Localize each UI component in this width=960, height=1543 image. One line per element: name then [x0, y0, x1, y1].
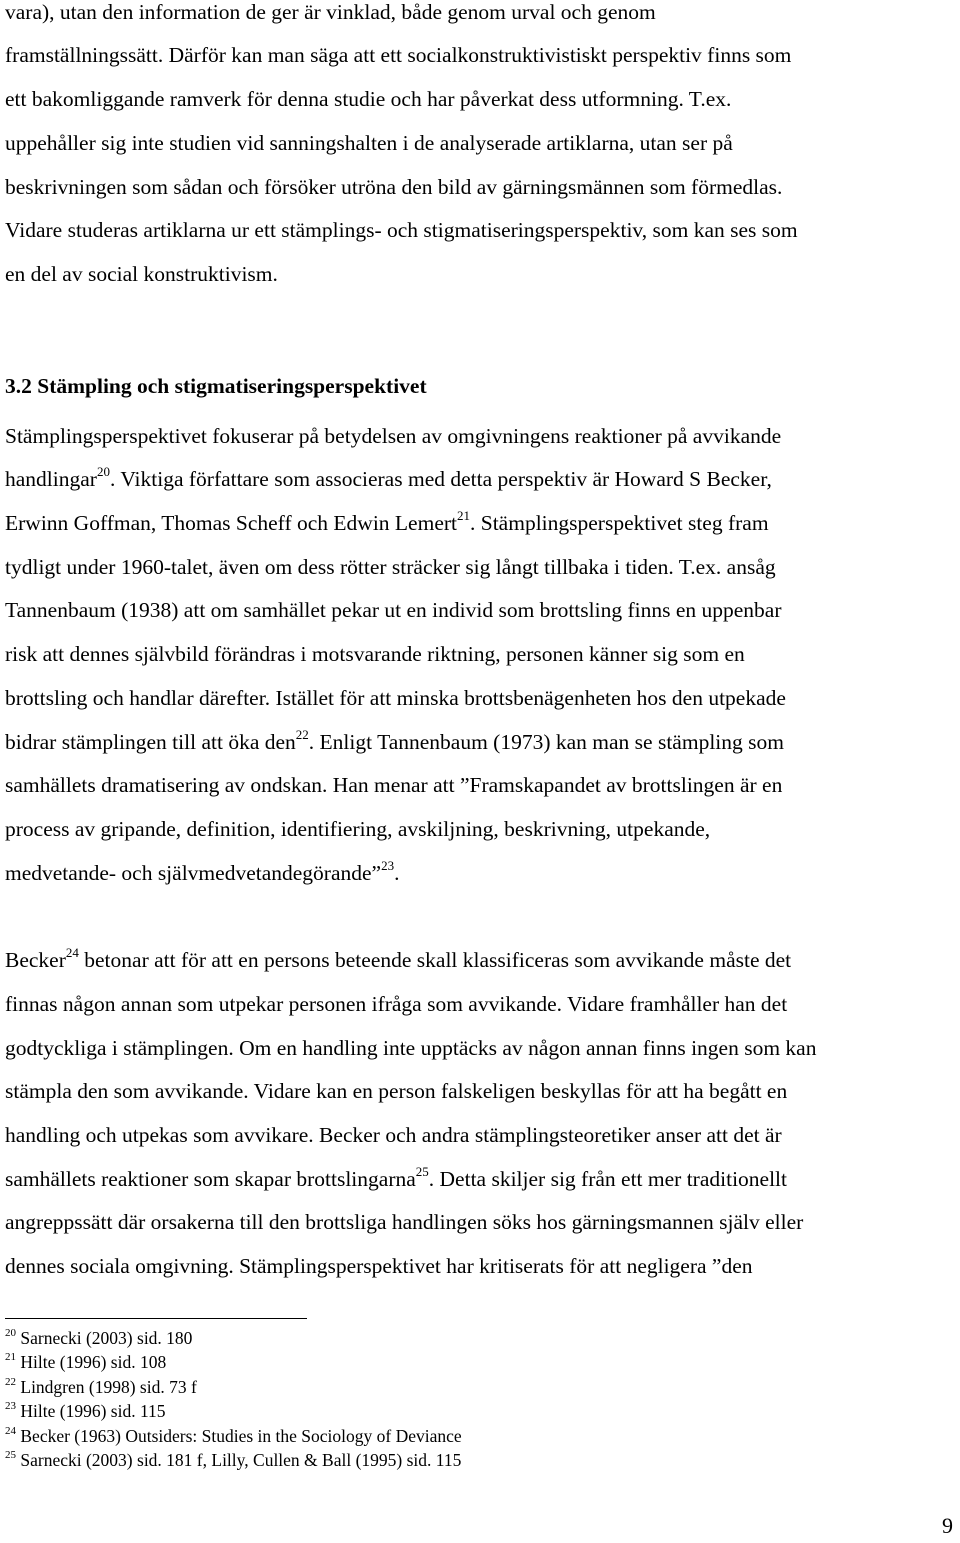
body-text-line: beskrivningen som sådan och försöker utröna den bild av gärningsmännen som förmedlas. — [5, 175, 783, 199]
body-text-line — [5, 727, 784, 754]
text-span: . Enligt Tannenbaum (1973) kan man se stämpling som — [308, 730, 784, 754]
footnote-number: 23 — [5, 1400, 16, 1412]
text-span: Erwinn Goffman, Thomas Scheff och Edwin Lemert — [5, 511, 457, 535]
footnote-ref: 24 — [65, 945, 79, 960]
body-text-line — [5, 1164, 788, 1191]
footnote-ref: 21 — [457, 508, 470, 523]
footnote — [5, 1327, 193, 1348]
body-text-line: framställningssätt. Därför kan man säga att ett socialkonstruktivistiskt perspektiv finns som — [5, 43, 792, 67]
footnote — [5, 1425, 462, 1446]
body-text-line: handling och utpekas som avvikare. Becker och andra stämplingsteoretiker anser att det är — [5, 1123, 782, 1147]
body-text-line: Vidare studeras artiklarna ur ett stämplings- och stigmatiseringsperspektiv, som kan ses som — [5, 218, 798, 242]
body-text-line: process av gripande, definition, identifiering, avskiljning, beskrivning, utpekande, — [5, 817, 711, 841]
footnote-text: Hilte (1996) sid. 115 — [20, 1401, 166, 1421]
body-text-line — [5, 858, 400, 885]
body-text-line — [5, 508, 769, 535]
footnote-ref: 25 — [415, 1164, 429, 1179]
footnote — [5, 1449, 462, 1470]
text-span: samhällets reaktioner som skapar brottslingarna — [5, 1167, 416, 1191]
text-span: handlingar — [5, 467, 97, 491]
body-text-line: Stämplingsperspektivet fokuserar på betydelsen av omgivningens reaktioner på avvikande — [5, 424, 782, 448]
body-text-line — [5, 464, 772, 491]
body-text-line: tydligt under 1960-talet, även om dess rötter sträcker sig långt tillbaka i tiden. T.ex. ansåg — [5, 555, 776, 579]
footnote-number: 24 — [5, 1425, 16, 1437]
body-text-line: godtyckliga i stämplingen. Om en handling inte upptäcks av någon annan finns ingen som kan — [5, 1036, 817, 1060]
text-span: betonar att för att en persons beteende skall klassificeras som avvikande måste det — [78, 948, 792, 972]
body-text-line: uppehåller sig inte studien vid sanningshalten i de analyserade artiklarna, utan ser på — [5, 131, 733, 155]
footnote-number: 25 — [5, 1449, 16, 1461]
footnote — [5, 1400, 166, 1421]
footnote-text: Hilte (1996) sid. 108 — [20, 1352, 167, 1372]
body-text-line: brottsling och handlar därefter. Istället för att minska brottsbenägenheten hos den utpekade — [5, 686, 786, 710]
text-span: Becker — [5, 948, 66, 972]
text-span: . Stämplingsperspektivet steg fram — [470, 511, 769, 535]
body-text-line: angreppssätt där orsakerna till den brottsliga handlingen söks hos gärningsmannen själv eller — [5, 1210, 804, 1234]
page-number: 9 — [942, 1513, 953, 1538]
body-text-line: Tannenbaum (1938) att om samhället pekar ut en individ som brottsling finns en uppenbar — [5, 598, 782, 622]
text-span: medvetande- och självmedvetandegörande” — [5, 861, 382, 885]
body-text-line: ett bakomliggande ramverk för denna studie och har påverkat dess utformning. T.ex. — [5, 87, 732, 111]
footnote-number: 20 — [5, 1327, 16, 1339]
text-span: . — [394, 861, 400, 885]
body-text-line — [5, 945, 792, 972]
text-span: . Detta skiljer sig från ett mer traditionellt — [428, 1167, 788, 1191]
footnote-number: 21 — [5, 1351, 16, 1363]
section-heading: 3.2 Stämpling och stigmatiseringsperspektivet — [5, 374, 427, 398]
body-text-line: stämpla den som avvikande. Vidare kan en person falskeligen beskyllas för att ha begått en — [5, 1079, 788, 1103]
footnote-text: Becker (1963) Outsiders: Studies in the Sociology of Deviance — [20, 1426, 462, 1446]
footnote — [5, 1351, 167, 1372]
footnote — [5, 1376, 197, 1397]
footnote-text: Sarnecki (2003) sid. 181 f, Lilly, Cullen & Ball (1995) sid. 115 — [20, 1450, 462, 1470]
footnote-text: Sarnecki (2003) sid. 180 — [20, 1328, 193, 1348]
footnote-ref: 23 — [381, 858, 395, 873]
body-text-line: risk att dennes självbild förändras i motsvarande riktning, personen känner sig som en — [5, 642, 745, 666]
footnote-text: Lindgren (1998) sid. 73 f — [20, 1377, 197, 1397]
body-text-line: en del av social konstruktivism. — [5, 262, 278, 286]
body-text-line: samhällets dramatisering av ondskan. Han menar att ”Framskapandet av brottslingen är en — [5, 773, 783, 797]
body-text-line: dennes sociala omgivning. Stämplingsperspektivet har kritiserats för att negligera ”den — [5, 1254, 753, 1278]
body-text-line: vara), utan den information de ger är vinklad, både genom urval och genom — [5, 0, 656, 24]
footnote-ref: 22 — [295, 727, 309, 742]
text-span: . Viktiga författare som associeras med detta perspektiv är Howard S Becker, — [109, 467, 772, 491]
footnote-separator — [5, 1318, 307, 1319]
body-text-line: finnas någon annan som utpekar personen ifråga som avvikande. Vidare framhåller han det — [5, 992, 788, 1016]
text-span: bidrar stämplingen till att öka den — [5, 730, 296, 754]
footnote-ref: 20 — [96, 464, 110, 479]
footnote-number: 22 — [5, 1376, 16, 1388]
